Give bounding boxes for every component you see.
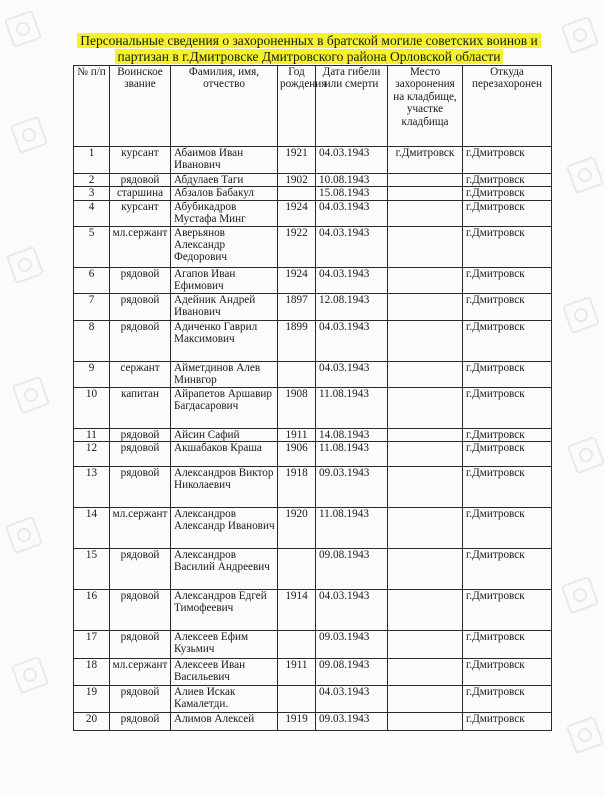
cell-name: Айрапетов Аршавир Багдасарович [171, 387, 278, 428]
table-row [74, 200, 552, 226]
table-row [74, 387, 552, 428]
cell-name: Абзалов Бабакул [171, 187, 278, 200]
cell-birth-year [278, 549, 316, 590]
table-row [74, 549, 552, 590]
cell-number: 19 [74, 686, 110, 713]
cell-reburied-from: г.Дмитровск [463, 293, 552, 320]
cell-reburied-from: г.Дмитровск [463, 147, 552, 174]
cell-number: 20 [74, 713, 110, 731]
cell-birth-year: 1911 [278, 659, 316, 686]
cell-death-date: 09.08.1943 [316, 659, 388, 686]
cell-death-date: 04.03.1943 [316, 590, 388, 631]
cell-name: Александров Едгей Тимофеевич [171, 590, 278, 631]
header-death-date: Дата гибели или смерти [316, 66, 388, 147]
cell-death-date: 04.03.1943 [316, 147, 388, 174]
cell-death-date: 09.03.1943 [316, 713, 388, 731]
cell-burial-place [388, 713, 463, 731]
cell-birth-year: 1911 [278, 428, 316, 441]
cell-birth-year: 1902 [278, 174, 316, 187]
header-number: № п/п [74, 66, 110, 147]
table-row [74, 590, 552, 631]
table-row [74, 361, 552, 387]
header-reburied-from: Откуда перезахоронен [463, 66, 552, 147]
cell-death-date: 04.03.1943 [316, 320, 388, 361]
table-row [74, 187, 552, 200]
table-row [74, 467, 552, 508]
cell-rank: рядовой [110, 590, 171, 631]
cell-number: 3 [74, 187, 110, 200]
table-row [74, 713, 552, 731]
cell-burial-place [388, 200, 463, 226]
cell-birth-year: 1920 [278, 508, 316, 549]
table-row [74, 226, 552, 267]
cell-name: Алимов Алексей [171, 713, 278, 731]
cell-name: Александров Василий Андреевич [171, 549, 278, 590]
cell-burial-place [388, 590, 463, 631]
cell-birth-year: 1899 [278, 320, 316, 361]
cell-rank: рядовой [110, 686, 171, 713]
table-header-row [74, 66, 552, 147]
cell-rank: рядовой [110, 428, 171, 441]
cell-death-date: 15.08.1943 [316, 187, 388, 200]
watermark-stamp-icon [10, 116, 48, 154]
cell-death-date: 04.03.1943 [316, 267, 388, 293]
cell-reburied-from: г.Дмитровск [463, 174, 552, 187]
cell-reburied-from: г.Дмитровск [463, 590, 552, 631]
cell-reburied-from: г.Дмитровск [463, 187, 552, 200]
document-title [66, 33, 552, 65]
watermark-stamp-icon [567, 436, 605, 474]
watermark-stamp-icon [561, 576, 599, 614]
watermark-stamp-icon [6, 246, 44, 284]
cell-name: Аверьянов Александр Федорович [171, 226, 278, 267]
cell-birth-year: 1924 [278, 267, 316, 293]
cell-birth-year: 1914 [278, 590, 316, 631]
watermark-stamp-icon [12, 376, 50, 414]
cell-burial-place [388, 467, 463, 508]
cell-name: Адиченко Гаврил Максимович [171, 320, 278, 361]
cell-rank: мл.сержант [110, 659, 171, 686]
watermark-stamp-icon [4, 10, 42, 48]
cell-rank: сержант [110, 361, 171, 387]
cell-burial-place [388, 174, 463, 187]
cell-death-date: 11.08.1943 [316, 387, 388, 428]
cell-number: 16 [74, 590, 110, 631]
cell-rank: курсант [110, 200, 171, 226]
cell-rank: курсант [110, 147, 171, 174]
cell-reburied-from: г.Дмитровск [463, 320, 552, 361]
cell-burial-place [388, 508, 463, 549]
cell-death-date: 09.03.1943 [316, 631, 388, 659]
cell-reburied-from: г.Дмитровск [463, 442, 552, 467]
cell-name: Адейник Андрей Иванович [171, 293, 278, 320]
cell-rank: рядовой [110, 631, 171, 659]
table-row [74, 631, 552, 659]
cell-name: Алиев Искак Камалетди. [171, 686, 278, 713]
cell-death-date: 04.03.1943 [316, 200, 388, 226]
cell-burial-place [388, 267, 463, 293]
cell-rank: рядовой [110, 442, 171, 467]
cell-burial-place [388, 226, 463, 267]
cell-reburied-from: г.Дмитровск [463, 549, 552, 590]
cell-death-date: 04.03.1943 [316, 686, 388, 713]
cell-reburied-from: г.Дмитровск [463, 659, 552, 686]
header-burial-place: Место захоронения на кладбище, участке кладбища [388, 66, 463, 147]
cell-name: Айметдинов Алев Минвгор [171, 361, 278, 387]
header-birth-year: Год рождения [278, 66, 316, 147]
cell-burial-place [388, 659, 463, 686]
cell-burial-place [388, 320, 463, 361]
cell-burial-place [388, 187, 463, 200]
cell-reburied-from: г.Дмитровск [463, 200, 552, 226]
cell-number: 14 [74, 508, 110, 549]
cell-name: Абдулаев Таги [171, 174, 278, 187]
cell-birth-year: 1922 [278, 226, 316, 267]
watermark-stamp-icon [5, 516, 43, 554]
cell-reburied-from: г.Дмитровск [463, 361, 552, 387]
cell-number: 17 [74, 631, 110, 659]
cell-death-date: 12.08.1943 [316, 293, 388, 320]
cell-reburied-from: г.Дмитровск [463, 631, 552, 659]
cell-burial-place [388, 549, 463, 590]
cell-number: 10 [74, 387, 110, 428]
cell-birth-year: 1919 [278, 713, 316, 731]
cell-rank: рядовой [110, 549, 171, 590]
table-body [74, 147, 552, 731]
cell-birth-year [278, 631, 316, 659]
cell-death-date: 04.03.1943 [316, 361, 388, 387]
cell-name: Абубикадров Мустафа Минг [171, 200, 278, 226]
cell-reburied-from: г.Дмитровск [463, 428, 552, 441]
table-row [74, 174, 552, 187]
cell-reburied-from: г.Дмитровск [463, 686, 552, 713]
cell-rank: мл.сержант [110, 508, 171, 549]
cell-rank: рядовой [110, 713, 171, 731]
cell-birth-year: 1908 [278, 387, 316, 428]
watermark-stamp-icon [562, 296, 600, 334]
cell-reburied-from: г.Дмитровск [463, 508, 552, 549]
cell-death-date: 04.03.1943 [316, 226, 388, 267]
cell-number: 11 [74, 428, 110, 441]
cell-number: 7 [74, 293, 110, 320]
cell-burial-place [388, 293, 463, 320]
cell-rank: капитан [110, 387, 171, 428]
table-row [74, 659, 552, 686]
cell-death-date: 10.08.1943 [316, 174, 388, 187]
cell-number: 2 [74, 174, 110, 187]
cell-rank: рядовой [110, 293, 171, 320]
table-row [74, 686, 552, 713]
cell-burial-place [388, 442, 463, 467]
burial-records-table [73, 65, 552, 731]
cell-number: 9 [74, 361, 110, 387]
cell-rank: мл.сержант [110, 226, 171, 267]
cell-name: Айсин Сафий [171, 428, 278, 441]
cell-death-date: 14.08.1943 [316, 428, 388, 441]
table-row [74, 442, 552, 467]
cell-rank: рядовой [110, 267, 171, 293]
cell-reburied-from: г.Дмитровск [463, 713, 552, 731]
watermark-stamp-icon [561, 16, 599, 54]
cell-birth-year: 1906 [278, 442, 316, 467]
cell-name: Абаимов Иван Иванович [171, 147, 278, 174]
cell-burial-place: г.Дмитровск [388, 147, 463, 174]
table-row [74, 147, 552, 174]
header-name: Фамилия, имя, отчество [171, 66, 278, 147]
cell-number: 8 [74, 320, 110, 361]
cell-rank: рядовой [110, 467, 171, 508]
cell-birth-year [278, 187, 316, 200]
cell-burial-place [388, 361, 463, 387]
cell-birth-year [278, 686, 316, 713]
table-row [74, 508, 552, 549]
cell-number: 15 [74, 549, 110, 590]
cell-reburied-from: г.Дмитровск [463, 467, 552, 508]
cell-name: Агапов Иван Ефимович [171, 267, 278, 293]
cell-number: 12 [74, 442, 110, 467]
cell-reburied-from: г.Дмитровск [463, 387, 552, 428]
header-rank: Воинское звание [110, 66, 171, 147]
table-row [74, 267, 552, 293]
cell-rank: рядовой [110, 174, 171, 187]
cell-rank: рядовой [110, 320, 171, 361]
watermark-stamp-icon [566, 156, 604, 194]
cell-name: Акшабаков Краша [171, 442, 278, 467]
cell-rank: старшина [110, 187, 171, 200]
cell-birth-year: 1918 [278, 467, 316, 508]
cell-reburied-from: г.Дмитровск [463, 226, 552, 267]
table-row [74, 320, 552, 361]
cell-burial-place [388, 686, 463, 713]
cell-number: 1 [74, 147, 110, 174]
document-title-text: Персональные сведения о захороненных в братской могиле советских воинов и партизан в г.Дмитровске Дмитровского района Орловской области [77, 33, 541, 64]
cell-number: 13 [74, 467, 110, 508]
cell-name: Алексеев Ефим Кузьмич [171, 631, 278, 659]
cell-burial-place [388, 631, 463, 659]
cell-death-date: 09.03.1943 [316, 467, 388, 508]
watermark-stamp-icon [566, 716, 604, 754]
cell-name: Алексеев Иван Васильевич [171, 659, 278, 686]
cell-name: Александров Александр Иванович [171, 508, 278, 549]
table-row [74, 293, 552, 320]
cell-birth-year: 1897 [278, 293, 316, 320]
table-row [74, 428, 552, 441]
cell-death-date: 11.08.1943 [316, 442, 388, 467]
cell-death-date: 11.08.1943 [316, 508, 388, 549]
cell-number: 4 [74, 200, 110, 226]
cell-number: 6 [74, 267, 110, 293]
cell-reburied-from: г.Дмитровск [463, 267, 552, 293]
cell-burial-place [388, 387, 463, 428]
cell-death-date: 09.08.1943 [316, 549, 388, 590]
cell-birth-year: 1921 [278, 147, 316, 174]
cell-number: 5 [74, 226, 110, 267]
watermark-stamp-icon [11, 656, 49, 694]
cell-birth-year [278, 361, 316, 387]
cell-burial-place [388, 428, 463, 441]
cell-birth-year: 1924 [278, 200, 316, 226]
cell-name: Александров Виктор Николаевич [171, 467, 278, 508]
cell-number: 18 [74, 659, 110, 686]
